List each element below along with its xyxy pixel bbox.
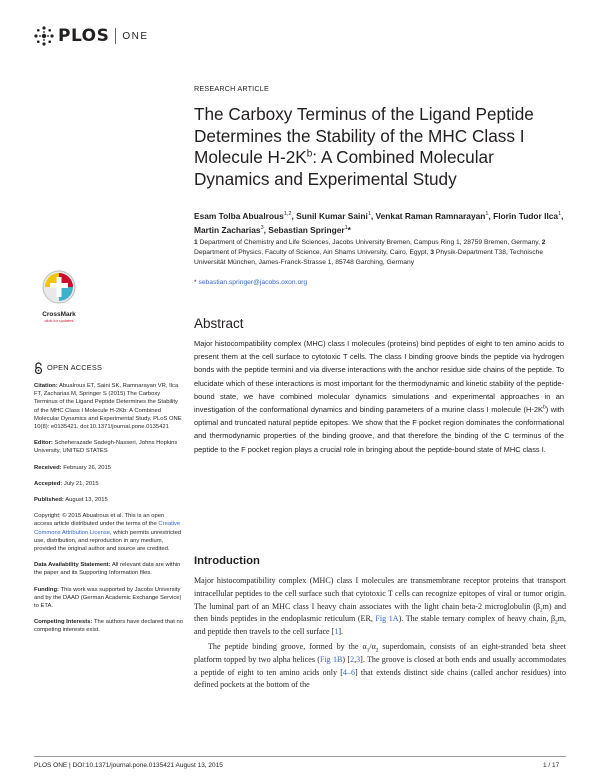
competing-interests-label: Competing Interests: xyxy=(34,619,93,626)
editor-label: Editor: xyxy=(34,440,53,447)
open-lock-icon xyxy=(34,362,43,374)
article-type: RESEARCH ARTICLE xyxy=(194,84,269,93)
author-name: Sebastian Springer xyxy=(268,224,345,235)
intro-paragraph-1 xyxy=(194,575,566,639)
logo-divider xyxy=(115,28,116,44)
crossmark-label: CrossMark xyxy=(42,311,76,318)
affiliations xyxy=(194,238,564,269)
copyright-block xyxy=(34,512,184,553)
asterisk: * xyxy=(194,279,199,286)
data-availability-text: All relevant data are within the paper and its Supporting Information files. xyxy=(34,562,181,577)
title-superscript: b xyxy=(306,148,313,160)
competing-interests-block xyxy=(34,618,184,634)
journal-subname: ONE xyxy=(122,30,149,42)
reference-link[interactable]: 2 xyxy=(350,654,355,664)
author-name: Esam Tolba Abualrous xyxy=(194,210,284,221)
published-label: Published: xyxy=(34,497,64,504)
affiliation-text: Department of Physics, Faculty of Science, Ain Shams University, Cairo, Egypt, xyxy=(194,249,431,257)
author-separator: , xyxy=(370,210,376,221)
journal-logo[interactable] xyxy=(33,24,149,48)
accepted-label: Accepted: xyxy=(34,480,63,487)
author-affiliation-mark: 1 xyxy=(558,211,562,217)
introduction-text xyxy=(194,575,566,692)
intro-text: m) and then binds peptides in the endoplasmic reticulum (ER, xyxy=(194,601,566,624)
citation-block xyxy=(34,382,184,431)
reference-link[interactable]: 4–6 xyxy=(342,667,355,677)
affiliation-number: 1 xyxy=(194,239,198,246)
license-link[interactable]: Creative Commons Attribution License xyxy=(34,521,181,536)
intro-text: Major histocompatibility complex (MHC) class I molecules are transmembrane receptor proteins that transport intracellular peptides to the cell surface such that cytotoxic T cells can recognize epitopes of viral or tumor origin. The luminal part of an MHC class I heavy chain associates with the light chain beta-2 microglobulin (β xyxy=(194,576,566,611)
data-availability-label: Data Availability Statement: xyxy=(34,562,111,569)
affiliation-number: 3 xyxy=(430,249,434,257)
title-main: The Carboxy Terminus of the Ligand Peptide Determines the Stability of the MHC Class I Molecule H-2K xyxy=(194,104,534,167)
intro-text: , xyxy=(354,654,357,664)
subscript: 2 xyxy=(375,647,379,654)
intro-text: ] that extends distinct side chains (called anchor residues) into defined pockets at the bottom of the xyxy=(194,667,566,690)
accepted-block xyxy=(34,480,184,488)
author-separator: , xyxy=(488,210,494,221)
page-number: 1 / 17 xyxy=(543,762,560,769)
competing-interests-text: The authors have declared that no competing interests exist. xyxy=(34,619,183,634)
title-rest: : A Combined Molecular Dynamics and Experimental Study xyxy=(194,147,494,189)
author-name: Sunil Kumar Saini xyxy=(296,210,368,221)
journal-name: PLOS xyxy=(58,26,110,46)
crossmark-icon xyxy=(41,269,77,305)
intro-text: ). The stable ternary complex of heavy chain, β xyxy=(398,614,556,624)
abstract-part1: Major histocompatibility complex (MHC) class I molecules (proteins) bind peptides of eight to ten amino acids to present them at the cell surface to cytotoxic T cells. The class I binding groove binds the peptide via hydrogen bonds with the peptide termini and via diverse interactions with the anchor residue side chains of the peptide. To elucidate which of these interactions is most important for the thermodynamic and kinetic stability of the peptide-bound state, we have combined molecular dynamics simulations and experimental approaches in an investigation of the conformational dynamics and binding parameters of a murine class I molecule (H-2K xyxy=(194,339,564,415)
figure-link[interactable]: Fig 1B xyxy=(319,654,343,664)
article-title xyxy=(194,104,554,190)
author-name: Florin Tudor Ilca xyxy=(493,210,559,221)
plos-logo-icon xyxy=(33,25,55,47)
author-separator: * xyxy=(347,224,351,235)
received-date: February 26, 2015 xyxy=(63,464,112,471)
funding-label: Funding: xyxy=(34,586,59,593)
published-date: August 13, 2015 xyxy=(65,497,108,504)
figure-link[interactable]: Fig 1A xyxy=(375,614,399,624)
open-access-label: OPEN ACCESS xyxy=(47,362,103,372)
reference-link[interactable]: 3 xyxy=(356,654,361,664)
intro-text: ]. The groove is closed at both ends and usually accommodates a peptide of eight to ten amino acids only [ xyxy=(194,654,567,677)
email-link[interactable]: sebastian.springer@jacobs.oxon.org xyxy=(198,279,308,286)
author-separator: , xyxy=(291,210,297,221)
abstract-heading: Abstract xyxy=(194,316,244,331)
copyright-text-end: , which permits unrestricted use, distribution, and reproduction in any medium, provided the original author and source are credited. xyxy=(34,529,182,553)
citation-label: Citation: xyxy=(34,383,58,389)
author-affiliation-mark: 1 xyxy=(485,211,489,217)
intro-text: The peptide binding groove, formed by the α xyxy=(208,641,367,651)
footer-divider xyxy=(34,756,566,757)
article-sidebar xyxy=(34,362,184,643)
intro-text: ]. xyxy=(338,627,344,637)
affiliation-text: Department of Chemistry and Life Sciences, Jacobs University Bremen, Campus Ring 1, 28759 Bremen, Germany, xyxy=(199,239,542,246)
author-list xyxy=(194,208,564,236)
editor-text: Scheherazade Sadegh-Nasseri, Johns Hopkins University, UNITED STATES xyxy=(34,440,178,455)
abstract-part2: ) with optimal and truncated natural peptide epitopes. We show that the F pocket region dominates the conformational and thermodynamic properties of the binding groove, and that therefore the binding of the C terminus of the peptide to the F pocket region plays a crucial role in bringing about the peptide-bound state of MHC class I. xyxy=(194,405,564,454)
intro-paragraph-2 xyxy=(194,641,566,692)
author-affiliation-mark: 1 xyxy=(344,224,348,231)
intro-text: /α xyxy=(369,641,376,651)
received-block xyxy=(34,464,184,472)
affiliation-number: 2 xyxy=(541,239,546,246)
subscript: 2 xyxy=(555,620,558,626)
reference-link[interactable]: 1 xyxy=(334,627,339,637)
corresponding-author xyxy=(194,279,307,286)
citation-text: Abualrous ET, Saini SK, Ramnarayan VR, Ilca FT, Zacharias M, Springer S (2015) The Carboxy Terminus of the Ligand Peptide Determines the Stability of the MHC Class I Molecule H-2Kb: A Combined Molecular Dynamics and Experimental Study. PLoS ONE 10(8): e0135421. doi:10.1371/journal.pone.0135421 xyxy=(34,383,182,431)
footer-citation: PLOS ONE | DOI:10.1371/journal.pone.0135421 August 13, 2015 xyxy=(34,762,223,769)
author-separator: , xyxy=(263,224,269,235)
crossmark-sublabel: click for updates xyxy=(44,318,74,323)
author-name: Venkat Raman Ramnarayan xyxy=(375,210,486,221)
crossmark-badge[interactable] xyxy=(36,269,82,323)
author-separator: , xyxy=(561,210,564,221)
funding-text: This work was supported by Jacobs University and by the DAAD (German Academic Exchange Service) to ETA. xyxy=(34,586,182,610)
copyright-text: Copyright: © 2015 Abualrous et al. This is an open access article distributed under the terms of the xyxy=(34,513,165,528)
author-affiliation-mark: 1 xyxy=(367,211,371,217)
subscript: 2 xyxy=(540,607,543,614)
intro-text: superdomain, consists of an eight-stranded beta sheet platform topped by two alpha helices ( xyxy=(194,641,566,664)
abstract-superscript: b xyxy=(542,404,546,411)
author-affiliation-mark: 3 xyxy=(260,224,264,231)
data-availability-block xyxy=(34,561,184,577)
accepted-date: July 21, 2015 xyxy=(63,480,99,487)
author-name: Martin Zacharias xyxy=(194,224,261,235)
open-access-badge xyxy=(34,362,184,374)
editor-block xyxy=(34,439,184,455)
introduction-heading: Introduction xyxy=(194,555,260,567)
abstract-text xyxy=(194,337,564,456)
subscript: 1 xyxy=(366,647,370,654)
published-block xyxy=(34,496,184,504)
affiliation-text: Physik-Department T38, Technische Universität München, James-Franck-Strasse 1, 85748 Garching, Germany xyxy=(194,249,544,267)
received-label: Received: xyxy=(34,464,62,471)
intro-text: ) [ xyxy=(342,654,351,664)
funding-block xyxy=(34,586,184,611)
author-affiliation-mark: 1,2 xyxy=(283,211,292,217)
intro-text: m, and peptide then travels to the cell surface [ xyxy=(194,614,566,637)
